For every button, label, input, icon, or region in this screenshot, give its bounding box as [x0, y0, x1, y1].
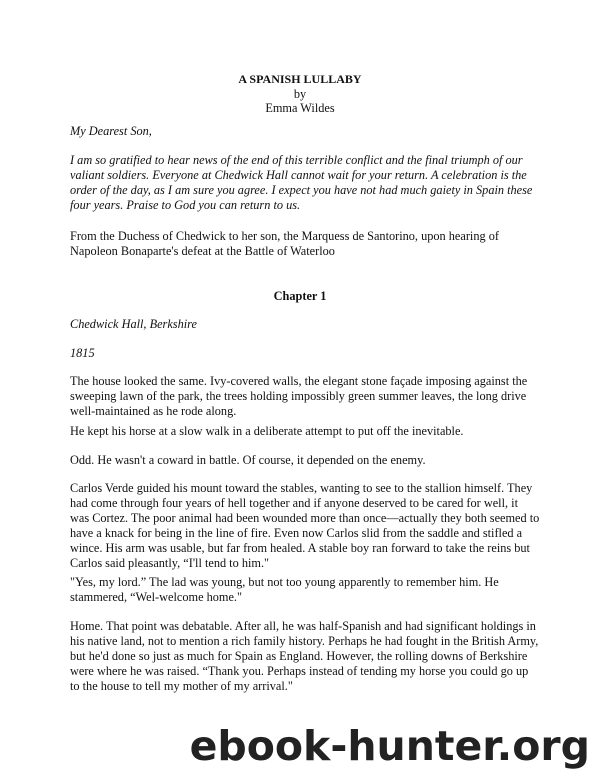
letter-salutation: My Dearest Son,: [70, 124, 152, 138]
chapter-location: Chedwick Hall, Berkshire: [70, 317, 197, 331]
paragraph: Carlos Verde guided his mount toward the stables, wanting to see to the stallion himself. They had come through four years of hell together and if anyone deserved to be cared for well, it was Cortez. The poor animal had been wounded more than once—actually they both seemed to have a knack for being in the line of fire. Even now Carlos slid from the saddle and stifled a wince. His arm was usable, but far from healed. A stable boy ran forward to take the reins but Carlos said pleasantly, “I'll tend to him.": [70, 481, 540, 570]
byline-by: by: [293, 87, 307, 101]
letter-attribution: From the Duchess of Chedwick to her son, the Marquess de Santorino, upon hearing of Napoleon Bonaparte's defeat at the Battle of Waterloo: [70, 229, 499, 258]
paragraph: The house looked the same. Ivy-covered walls, the elegant stone façade imposing against the sweeping lawn of the park, the trees holding impossibly green summer leaves, the long drive well-maintained as he rode along.: [70, 374, 528, 418]
paragraph: Home. That point was debatable. After all, he was half-Spanish and had significant holdings in his native land, not to mention a rich family history. Perhaps he had fought in the British Army, but he'd done so just as much for Spain as England. However, the rolling downs of Berkshire were where he was raised. “Thank you. Perhaps instead of tending my horse you could go up to the house to tell my mother of my arrival.": [70, 619, 539, 693]
watermark-logo: ebook-hunter.org: [189, 722, 590, 770]
book-title: A SPANISH LULLABY: [238, 72, 362, 86]
paragraph: "Yes, my lord.” The lad was young, but not too young apparently to remember him. He stammered, “Wel-welcome home.": [70, 575, 499, 604]
paragraph: He kept his horse at a slow walk in a deliberate attempt to put off the inevitable.: [70, 424, 464, 438]
chapter-year: 1815: [70, 346, 95, 360]
chapter-heading: Chapter 1: [273, 289, 327, 303]
letter-body: I am so gratified to hear news of the end of this terrible conflict and the final triumph of our valiant soldiers. Everyone at Chedwick Hall cannot wait for your return. A celebration is the order of the day, as I am sure you agree. I expect you have not had much gaiety in Spain these four years. Praise to God you can return to us.: [70, 153, 533, 212]
book-author: Emma Wildes: [265, 101, 335, 115]
paragraph: Odd. He wasn't a coward in battle. Of course, it depended on the enemy.: [70, 453, 426, 467]
